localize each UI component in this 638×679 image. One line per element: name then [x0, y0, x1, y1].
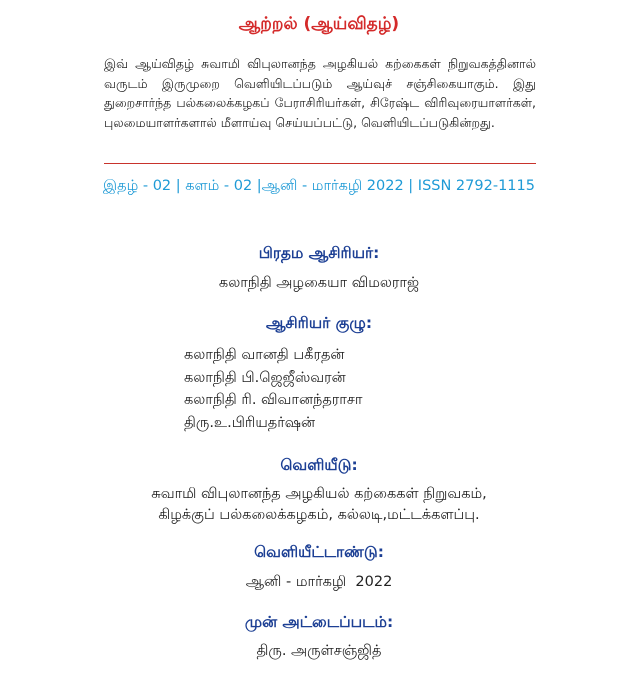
- editorial-board-member: திரு.உ.பிரியதர்ஷன்: [184, 414, 316, 431]
- editorial-board-heading: ஆசிரியர் குழு:: [265, 314, 373, 332]
- publication-year-value: ஆனி - மார்கழி 2022: [245, 574, 393, 590]
- editorial-board-member: கலாநிதி வானதி பகீரதன்: [184, 347, 345, 363]
- chief-editor-name: கலாநிதி அழகையா விமலராஜ்: [218, 275, 420, 291]
- journal-title: ஆற்றல் (ஆய்விதழ்): [238, 14, 400, 34]
- divider-rule: [104, 163, 536, 164]
- cover-art-credit: திரு. அருள்சஞ்ஜித்: [256, 643, 382, 659]
- publication-year-heading: வெளியீட்டாண்டு:: [254, 543, 384, 561]
- editorial-board-member: கலாநிதி ரி. விவானந்தராசா: [184, 392, 363, 408]
- publisher-heading: வெளியீடு:: [280, 456, 358, 474]
- editorial-board-member: கலாநிதி பி.ஜெஜீஸ்வரன்: [184, 369, 346, 386]
- chief-editor-heading: பிரதம ஆசிரியர்:: [258, 244, 380, 262]
- publisher-line-2: கிழக்குப் பல்கலைக்கழகம், கல்லடி,மட்டக்களப்பு.: [158, 507, 480, 523]
- issue-info: இதழ் - 02 | களம் - 02 |ஆனி - மார்கழி 2022 | ISSN 2792-1115: [103, 178, 535, 194]
- cover-art-heading: முன் அட்டைப்படம்:: [244, 613, 394, 631]
- publisher-line-1: சுவாமி விபுலானந்த அழகியல் கற்கைகள் நிறுவகம்,: [151, 486, 487, 502]
- editorial-board-list: [184, 344, 362, 434]
- journal-description: இவ் ஆய்விதழ் சுவாமி விபுலானந்த அழகியல் கற்கைகள் நிறுவகத்தினால் வருடம் இருமுறை வெளியிடப்படும் ஆய்வுச் சஞ்சிகையாகும். இது துறைசார்ந்த பல்கலைக்கழகப் பேராசிரியர்கள், சிரேஷ்ட விரிவுரையாளர்கள், புலமையாளர்களால் மீளாய்வு செய்யப்பட்டு, வெளியிடப்படுகின்றது.: [104, 56, 536, 130]
